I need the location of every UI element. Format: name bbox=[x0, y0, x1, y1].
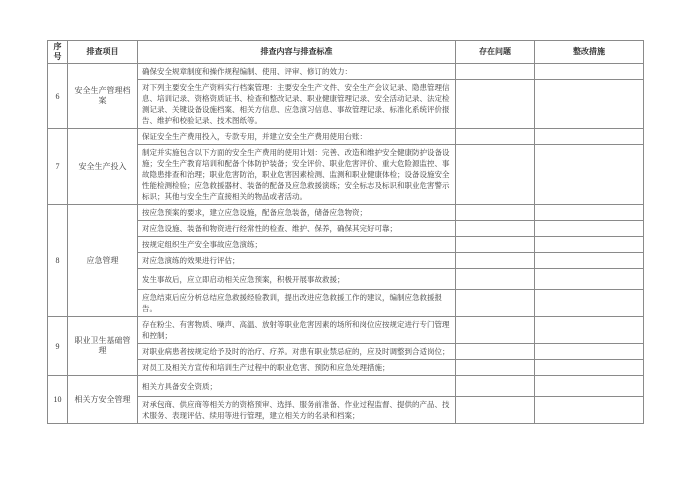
table-header bbox=[48, 41, 644, 64]
problem-cell bbox=[456, 129, 535, 145]
header-problem: 存在问题 bbox=[456, 41, 535, 64]
measure-cell bbox=[535, 376, 644, 397]
measure-cell bbox=[535, 344, 644, 360]
table-row bbox=[48, 64, 644, 80]
document-page bbox=[47, 40, 644, 424]
check-content-cell: 对职业病患者按规定给予及时的治疗、疗养。对患有职业禁忌症的，应及时调整到合适岗位； bbox=[138, 344, 456, 360]
measure-cell bbox=[535, 64, 644, 80]
table-row bbox=[48, 237, 644, 253]
table-row bbox=[48, 344, 644, 360]
check-content-cell: 对承包商、供应商等相关方的资格预审、选择、服务前准备、作业过程监督、提供的产品、技术服务、表现评估、续用等进行管理，建立相关方的名录和档案； bbox=[138, 397, 456, 424]
measure-cell bbox=[535, 269, 644, 290]
table-body bbox=[48, 64, 644, 424]
problem-cell bbox=[456, 64, 535, 80]
table-row bbox=[48, 205, 644, 221]
measure-cell bbox=[535, 80, 644, 129]
check-content-cell: 按应急预案的要求，建立应急设施，配备应急装备，储备应急物资； bbox=[138, 205, 456, 221]
measure-cell bbox=[535, 145, 644, 205]
table-row bbox=[48, 80, 644, 129]
measure-cell bbox=[535, 129, 644, 145]
table-row bbox=[48, 253, 644, 269]
row-number-cell: 8 bbox=[48, 205, 68, 317]
check-content-cell: 存在粉尘、有害物质、噪声、高温、放射等职业危害因素的场所和岗位应按规定进行专门管理和控制； bbox=[138, 317, 456, 344]
measure-cell bbox=[535, 237, 644, 253]
measure-cell bbox=[535, 205, 644, 221]
row-number-cell: 7 bbox=[48, 129, 68, 205]
inspection-table bbox=[47, 40, 644, 424]
problem-cell bbox=[456, 205, 535, 221]
item-name-cell: 相关方安全管理 bbox=[68, 376, 138, 424]
problem-cell bbox=[456, 145, 535, 205]
check-content-cell: 发生事故后，应立即启动相关应急预案，积极开展事故救援； bbox=[138, 269, 456, 290]
problem-cell bbox=[456, 237, 535, 253]
check-content-cell: 对应急设施、装备和物资进行经常性的检查、维护、保养，确保其完好可靠； bbox=[138, 221, 456, 237]
item-name-cell: 安全生产投入 bbox=[68, 129, 138, 205]
table-row bbox=[48, 269, 644, 290]
measure-cell bbox=[535, 397, 644, 424]
problem-cell bbox=[456, 221, 535, 237]
header-row bbox=[48, 41, 644, 64]
measure-cell bbox=[535, 253, 644, 269]
measure-cell bbox=[535, 360, 644, 376]
problem-cell bbox=[456, 80, 535, 129]
header-content: 排查内容与排查标准 bbox=[138, 41, 456, 64]
check-content-cell: 对下列主要安全生产资料实行档案管理：主要安全生产文件、安全生产会议记录、隐患管理信息、培训记录、资格资质证书、检查和整改记录、职业健康管理记录、安全活动记录、法定检测记录、关键设备设施档案、相关方信息、应急演习信息、事故管理记录、标准化系统评价报告、维护和校验记录、技术图纸等。 bbox=[138, 80, 456, 129]
table-row bbox=[48, 221, 644, 237]
table-row bbox=[48, 145, 644, 205]
problem-cell bbox=[456, 269, 535, 290]
header-measure: 整改措施 bbox=[535, 41, 644, 64]
check-content-cell: 相关方具备安全资质； bbox=[138, 376, 456, 397]
check-content-cell: 对员工及相关方宣传和培训生产过程中的职业危害、预防和应急处理措施； bbox=[138, 360, 456, 376]
problem-cell bbox=[456, 290, 535, 317]
problem-cell bbox=[456, 317, 535, 344]
item-name-cell: 职业卫生基础管理 bbox=[68, 317, 138, 376]
check-content-cell: 对应急演练的效果进行评估； bbox=[138, 253, 456, 269]
measure-cell bbox=[535, 290, 644, 317]
check-content-cell: 确保安全规章制度和操作规程编制、使用、评审、修订的效力： bbox=[138, 64, 456, 80]
header-item: 排查项目 bbox=[68, 41, 138, 64]
table-row bbox=[48, 317, 644, 344]
row-number-cell: 10 bbox=[48, 376, 68, 424]
row-number-cell: 9 bbox=[48, 317, 68, 376]
table-row bbox=[48, 360, 644, 376]
check-content-cell: 应急结束后应分析总结应急救援经验教训，提出改进应急救援工作的建议，编制应急救援报告。 bbox=[138, 290, 456, 317]
check-content-cell: 按规定组织生产安全事故应急演练； bbox=[138, 237, 456, 253]
item-name-cell: 安全生产管理档案 bbox=[68, 64, 138, 129]
table-row bbox=[48, 290, 644, 317]
table-row bbox=[48, 129, 644, 145]
problem-cell bbox=[456, 360, 535, 376]
problem-cell bbox=[456, 376, 535, 397]
table-row bbox=[48, 397, 644, 424]
table-row bbox=[48, 376, 644, 397]
problem-cell bbox=[456, 253, 535, 269]
measure-cell bbox=[535, 221, 644, 237]
check-content-cell: 制定并实施包含以下方面的安全生产费用的使用计划：完善、改造和维护安全健康防护设备设施；安全生产教育培训和配备个体防护装备；安全评价、职业危害评价、重大危险源监控、事故隐患排查和治理；职业危害防治，职业危害因素检测、监测和职业健康体检；设备设施安全性能检测检验；应急救援器材、装备的配备及应急救援演练；安全标志及标识和职业危害警示标识；其他与安全生产直接相关的物品或者活动。 bbox=[138, 145, 456, 205]
row-number-cell: 6 bbox=[48, 64, 68, 129]
check-content-cell: 保证安全生产费用投入，专款专用，并建立安全生产费用使用台账： bbox=[138, 129, 456, 145]
item-name-cell: 应急管理 bbox=[68, 205, 138, 317]
header-no: 序号 bbox=[48, 41, 68, 64]
problem-cell bbox=[456, 344, 535, 360]
measure-cell bbox=[535, 317, 644, 344]
problem-cell bbox=[456, 397, 535, 424]
